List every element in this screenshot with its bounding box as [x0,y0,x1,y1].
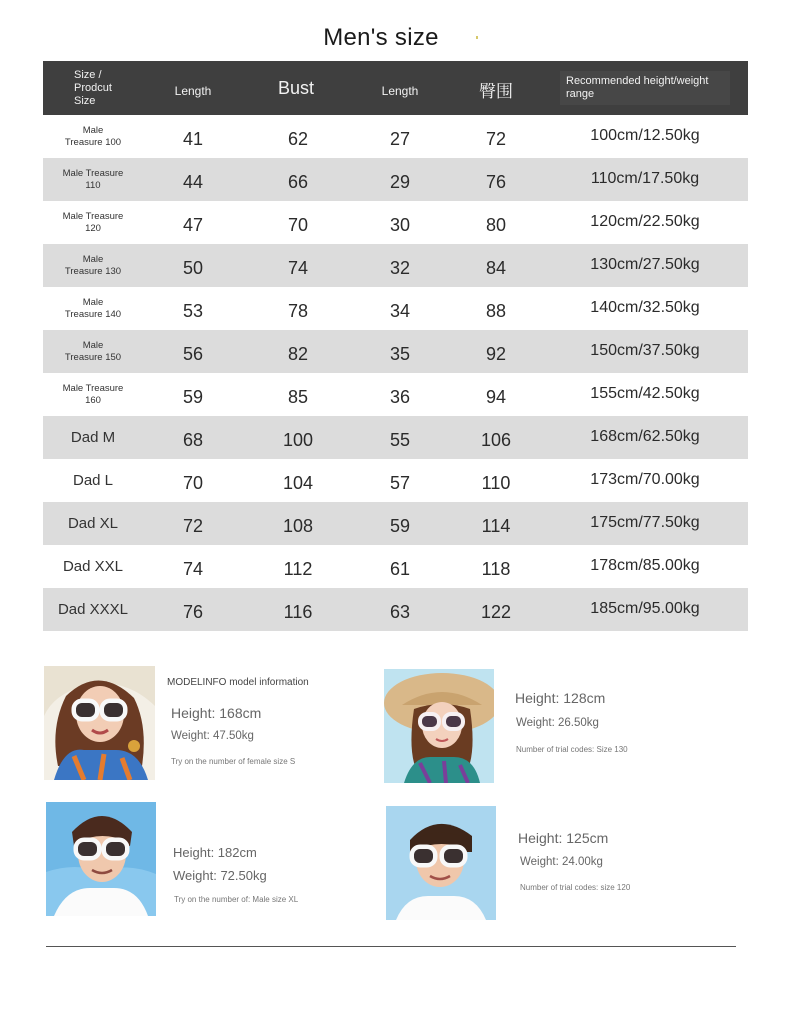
bust-cell: 62 [287,128,309,149]
bust-cell: 78 [287,300,309,321]
man-note: Try on the number of: Male size XL [174,895,299,904]
boy-height: Height: 125cm [518,830,609,846]
recommended-cell: 140cm/32.50kg [590,298,700,316]
table-row [43,115,748,158]
recommended-cell: 178cm/85.00kg [590,556,700,574]
table-row [43,459,748,502]
bottom-divider [46,946,736,947]
size-line2: Treasure 100 [64,136,122,148]
size-line2: Treasure 150 [64,351,122,363]
length2-cell: 32 [389,257,411,278]
length-cell: 74 [182,558,204,579]
header-recommended: Recommended height/weight range [560,71,730,105]
length2-cell: 63 [389,601,411,622]
hip-cell: 72 [485,128,507,149]
girl-note: Number of trial codes: Size 130 [516,745,628,754]
bust-cell: 66 [287,171,309,192]
recommended-cell: 100cm/12.50kg [590,126,700,144]
man-illustration [46,802,156,916]
size-cell [53,373,133,416]
length-cell: 56 [182,343,204,364]
hip-cell: 92 [485,343,507,364]
bust-cell: 82 [287,343,309,364]
recommended-cell: 185cm/95.00kg [590,599,700,617]
table-header [43,61,748,115]
header-length: Length [174,84,212,98]
hip-cell: 122 [480,601,512,622]
length2-cell: 57 [389,472,411,493]
length2-cell: 30 [389,214,411,235]
recommended-cell: 150cm/37.50kg [590,341,700,359]
hip-cell: 94 [485,386,507,407]
size-cell [53,158,133,201]
length2-cell: 35 [389,343,411,364]
man-height: Height: 182cm [173,845,257,860]
table-row [43,588,748,631]
model-photo-woman [44,666,155,780]
size-cell [53,330,133,373]
woman-note: Try on the number of female size S [171,757,296,766]
length2-cell: 59 [389,515,411,536]
hip-cell: 76 [485,171,507,192]
table-row [43,545,748,588]
size-line2: 110 [85,179,101,191]
hip-cell: 106 [480,429,512,450]
woman-illustration [44,666,155,780]
size-chart-table [43,61,748,631]
header-size-line2: Prodcut [74,81,112,94]
header-bust: Bust [277,77,315,98]
length-cell: 72 [182,515,204,536]
recommended-cell: 168cm/62.50kg [590,427,700,445]
boy-weight: Weight: 24.00kg [520,856,603,868]
length-cell: 47 [182,214,204,235]
size-line2: Treasure 140 [64,308,122,320]
size-cell [53,115,133,158]
length-cell: 44 [182,171,204,192]
length2-cell: 36 [389,386,411,407]
bust-cell: 74 [287,257,309,278]
recommended-cell: 130cm/27.50kg [590,255,700,273]
length-cell: 68 [182,429,204,450]
bust-cell: 104 [282,472,314,493]
length2-cell: 55 [389,429,411,450]
boy-illustration [386,806,496,920]
hip-cell: 110 [481,472,511,493]
header-size [74,61,134,115]
bust-cell: 100 [282,429,314,450]
size-cell [53,201,133,244]
model-photo-girl [384,669,494,783]
man-weight: Weight: 72.50kg [173,868,267,883]
woman-weight: Weight: 47.50kg [171,730,254,742]
size-line1: Male Treasure [62,210,124,222]
hip-cell: 114 [481,515,511,536]
size-cell: Dad L [72,471,114,489]
length-cell: 53 [182,300,204,321]
table-row [43,373,748,416]
size-cell: Dad XXL [62,557,124,575]
decorative-mark [476,36,478,39]
recommended-cell: 120cm/22.50kg [590,212,700,230]
girl-illustration [384,669,494,783]
length-cell: 59 [182,386,204,407]
header-hip: 臀围 [479,81,513,101]
model-photo-boy [386,806,496,920]
woman-height: Height: 168cm [171,705,262,721]
length-cell: 76 [182,601,204,622]
size-line2: Treasure 130 [64,265,122,277]
bust-cell: 112 [283,558,313,579]
size-line1: Male [82,296,104,308]
size-cell [53,287,133,330]
recommended-cell: 155cm/42.50kg [590,384,700,402]
table-row [43,201,748,244]
hip-cell: 88 [485,300,507,321]
length2-cell: 34 [389,300,411,321]
size-cell [53,244,133,287]
size-line1: Male Treasure [62,167,124,179]
bust-cell: 85 [287,386,309,407]
table-row [43,416,748,459]
recommended-cell: 173cm/70.00kg [590,470,700,488]
recommended-cell: 110cm/17.50kg [590,169,700,187]
hip-cell: 84 [485,257,507,278]
hip-cell: 80 [485,214,507,235]
hip-cell: 118 [481,558,511,579]
size-cell: Dad XL [67,514,119,532]
header-length-2: Length [381,84,419,98]
table-row [43,244,748,287]
recommended-cell: 175cm/77.50kg [590,513,700,531]
model-photo-man [46,802,156,916]
length2-cell: 27 [389,128,411,149]
page-title: Men's size [323,24,439,51]
table-row [43,330,748,373]
size-cell: Dad XXXL [57,600,129,618]
table-row [43,158,748,201]
model-info-heading: MODELINFO model information [167,677,309,688]
size-line1: Male [82,253,104,265]
bust-cell: 108 [282,515,314,536]
size-line1: Male Treasure [62,382,124,394]
size-line2: 160 [85,394,101,406]
size-line2: 120 [85,222,101,234]
table-row [43,287,748,330]
length-cell: 70 [182,472,204,493]
length2-cell: 61 [389,558,411,579]
header-size-line3: Size [74,94,96,107]
boy-note: Number of trial codes: size 120 [520,883,631,892]
bust-cell: 116 [283,601,313,622]
girl-weight: Weight: 26.50kg [516,717,599,729]
size-line1: Male [82,124,104,136]
length-cell: 50 [182,257,204,278]
girl-height: Height: 128cm [515,690,606,706]
length-cell: 41 [182,128,204,149]
size-cell: Dad M [70,428,116,446]
length2-cell: 29 [389,171,411,192]
table-row [43,502,748,545]
bust-cell: 70 [287,214,309,235]
size-line1: Male [82,339,104,351]
header-size-line1: Size / [74,68,102,81]
